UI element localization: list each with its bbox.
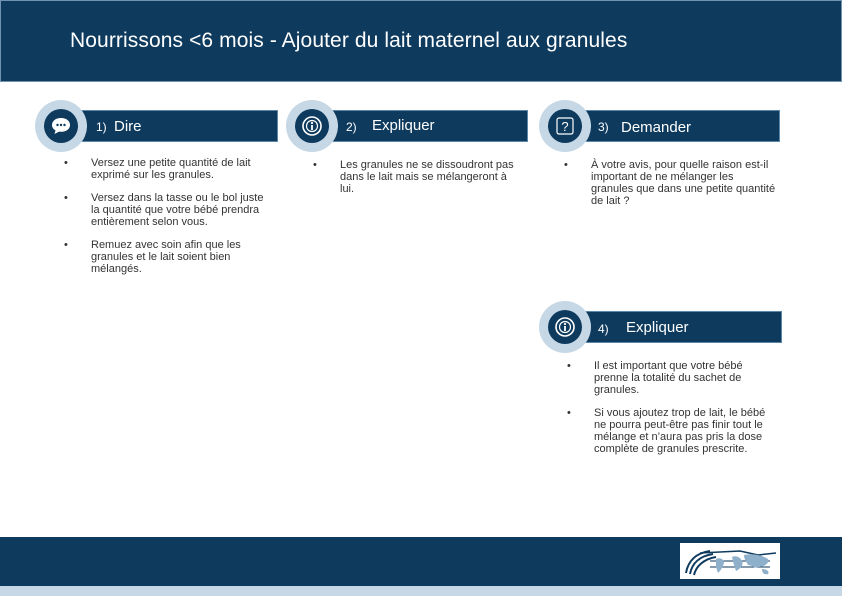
- list-item: • Il est important que votre bébé prenne la totalité du sachet de granules.: [567, 360, 777, 396]
- section-1-header: [78, 110, 278, 142]
- info-badge-icon: [295, 109, 329, 143]
- section-3-icon-badge: [539, 100, 591, 152]
- section-4-label: Expliquer: [626, 319, 689, 336]
- svg-text:?: ?: [561, 119, 569, 134]
- info-badge-icon: [548, 310, 582, 344]
- section-1-list: [64, 157, 270, 286]
- section-3-number: 3): [598, 120, 609, 134]
- section-4-icon-badge: [539, 301, 591, 353]
- list-item: • Remuez avec soin afin que les granules et le lait soient bien mélangés.: [64, 239, 270, 275]
- section-1-icon-badge: [35, 100, 87, 152]
- page-title: Nourrissons <6 mois - Ajouter du lait maternel aux granules: [70, 29, 628, 52]
- header-banner: [0, 0, 842, 82]
- section-3-header: [580, 110, 780, 142]
- list-item: • Versez dans la tasse ou le bol juste la quantité que votre bébé prendra entièrement selon vous.: [64, 192, 270, 228]
- section-4-number: 4): [598, 322, 609, 336]
- footer-strip: [0, 586, 842, 596]
- question-mark-icon: [548, 109, 582, 143]
- section-2-list: [313, 159, 523, 206]
- section-4-header: [580, 311, 782, 343]
- section-2-label: Expliquer: [372, 117, 435, 134]
- section-1-number: 1): [96, 120, 107, 134]
- list-item: • Si vous ajoutez trop de lait, le bébé ne pourra peut-être pas finir tout le mélange et n’aura pas pris la dose complète de granules prescrite.: [567, 407, 777, 455]
- speech-bubble-icon: [44, 109, 78, 143]
- list-item: • Versez une petite quantité de lait exprimé sur les granules.: [64, 157, 270, 181]
- section-3-label: Demander: [621, 119, 692, 136]
- list-item: • À votre avis, pour quelle raison est-il important de ne mélanger les granules que dans une petite quantité de lait ?: [564, 159, 776, 207]
- world-map-logo: [680, 543, 780, 579]
- list-item: • Les granules ne se dissoudront pas dans le lait mais se mélangeront à lui.: [313, 159, 523, 195]
- section-4-list: [567, 360, 777, 466]
- section-2-icon-badge: [286, 100, 338, 152]
- section-2-header: [328, 110, 528, 142]
- section-2-number: 2): [346, 120, 357, 134]
- section-3-list: [564, 159, 776, 218]
- section-1-label: Dire: [114, 118, 142, 135]
